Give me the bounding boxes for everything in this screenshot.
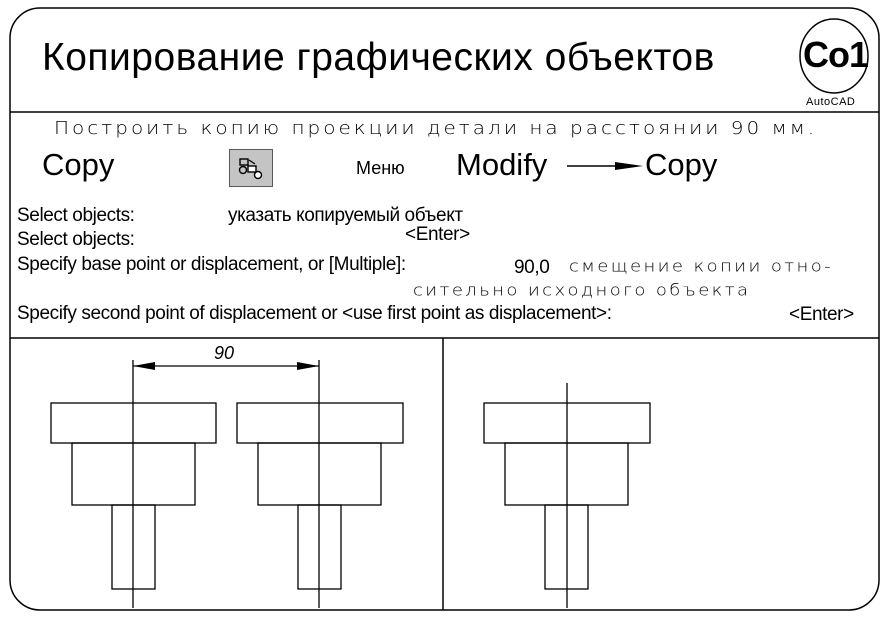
original-part[interactable] xyxy=(51,360,216,608)
command-name: Copy xyxy=(42,147,115,182)
page-title: Копирование графических объектов xyxy=(42,36,715,79)
response-second-point: <Enter> xyxy=(789,304,854,325)
note-line-1: смещение копии отно- xyxy=(569,257,833,276)
sheet-code-badge: Co1 xyxy=(803,34,869,75)
dimension-value: 90 xyxy=(214,343,235,363)
menu-label: Меню xyxy=(356,158,405,178)
note-line-2: сительно исходного объекта xyxy=(413,281,751,300)
result-part[interactable] xyxy=(484,383,650,608)
brand-label: AutoCAD xyxy=(806,96,856,108)
dimension-arrow-right-icon xyxy=(297,362,319,370)
response-select-objects-2: <Enter> xyxy=(405,224,470,245)
response-base-point: 90,0 xyxy=(514,257,550,278)
menu-item-modify[interactable]: Modify xyxy=(456,147,548,182)
copied-part[interactable] xyxy=(237,360,403,608)
prompt-second-point: Specify second point of displacement or <use first point as displacement>: xyxy=(17,303,612,324)
prompt-select-objects-1: Select objects: xyxy=(17,205,135,226)
menu-item-copy[interactable]: Copy xyxy=(645,147,718,182)
prompt-select-objects-2: Select objects: xyxy=(17,229,135,250)
response-select-objects-1: указать копируемый объект xyxy=(228,205,463,226)
task-statement: Построить копию проекции детали на расстоянии 90 мм. xyxy=(54,117,818,139)
dimension-arrow-left-icon xyxy=(133,362,155,370)
prompt-base-point: Specify base point or displacement, or [Multiple]: xyxy=(17,254,406,275)
